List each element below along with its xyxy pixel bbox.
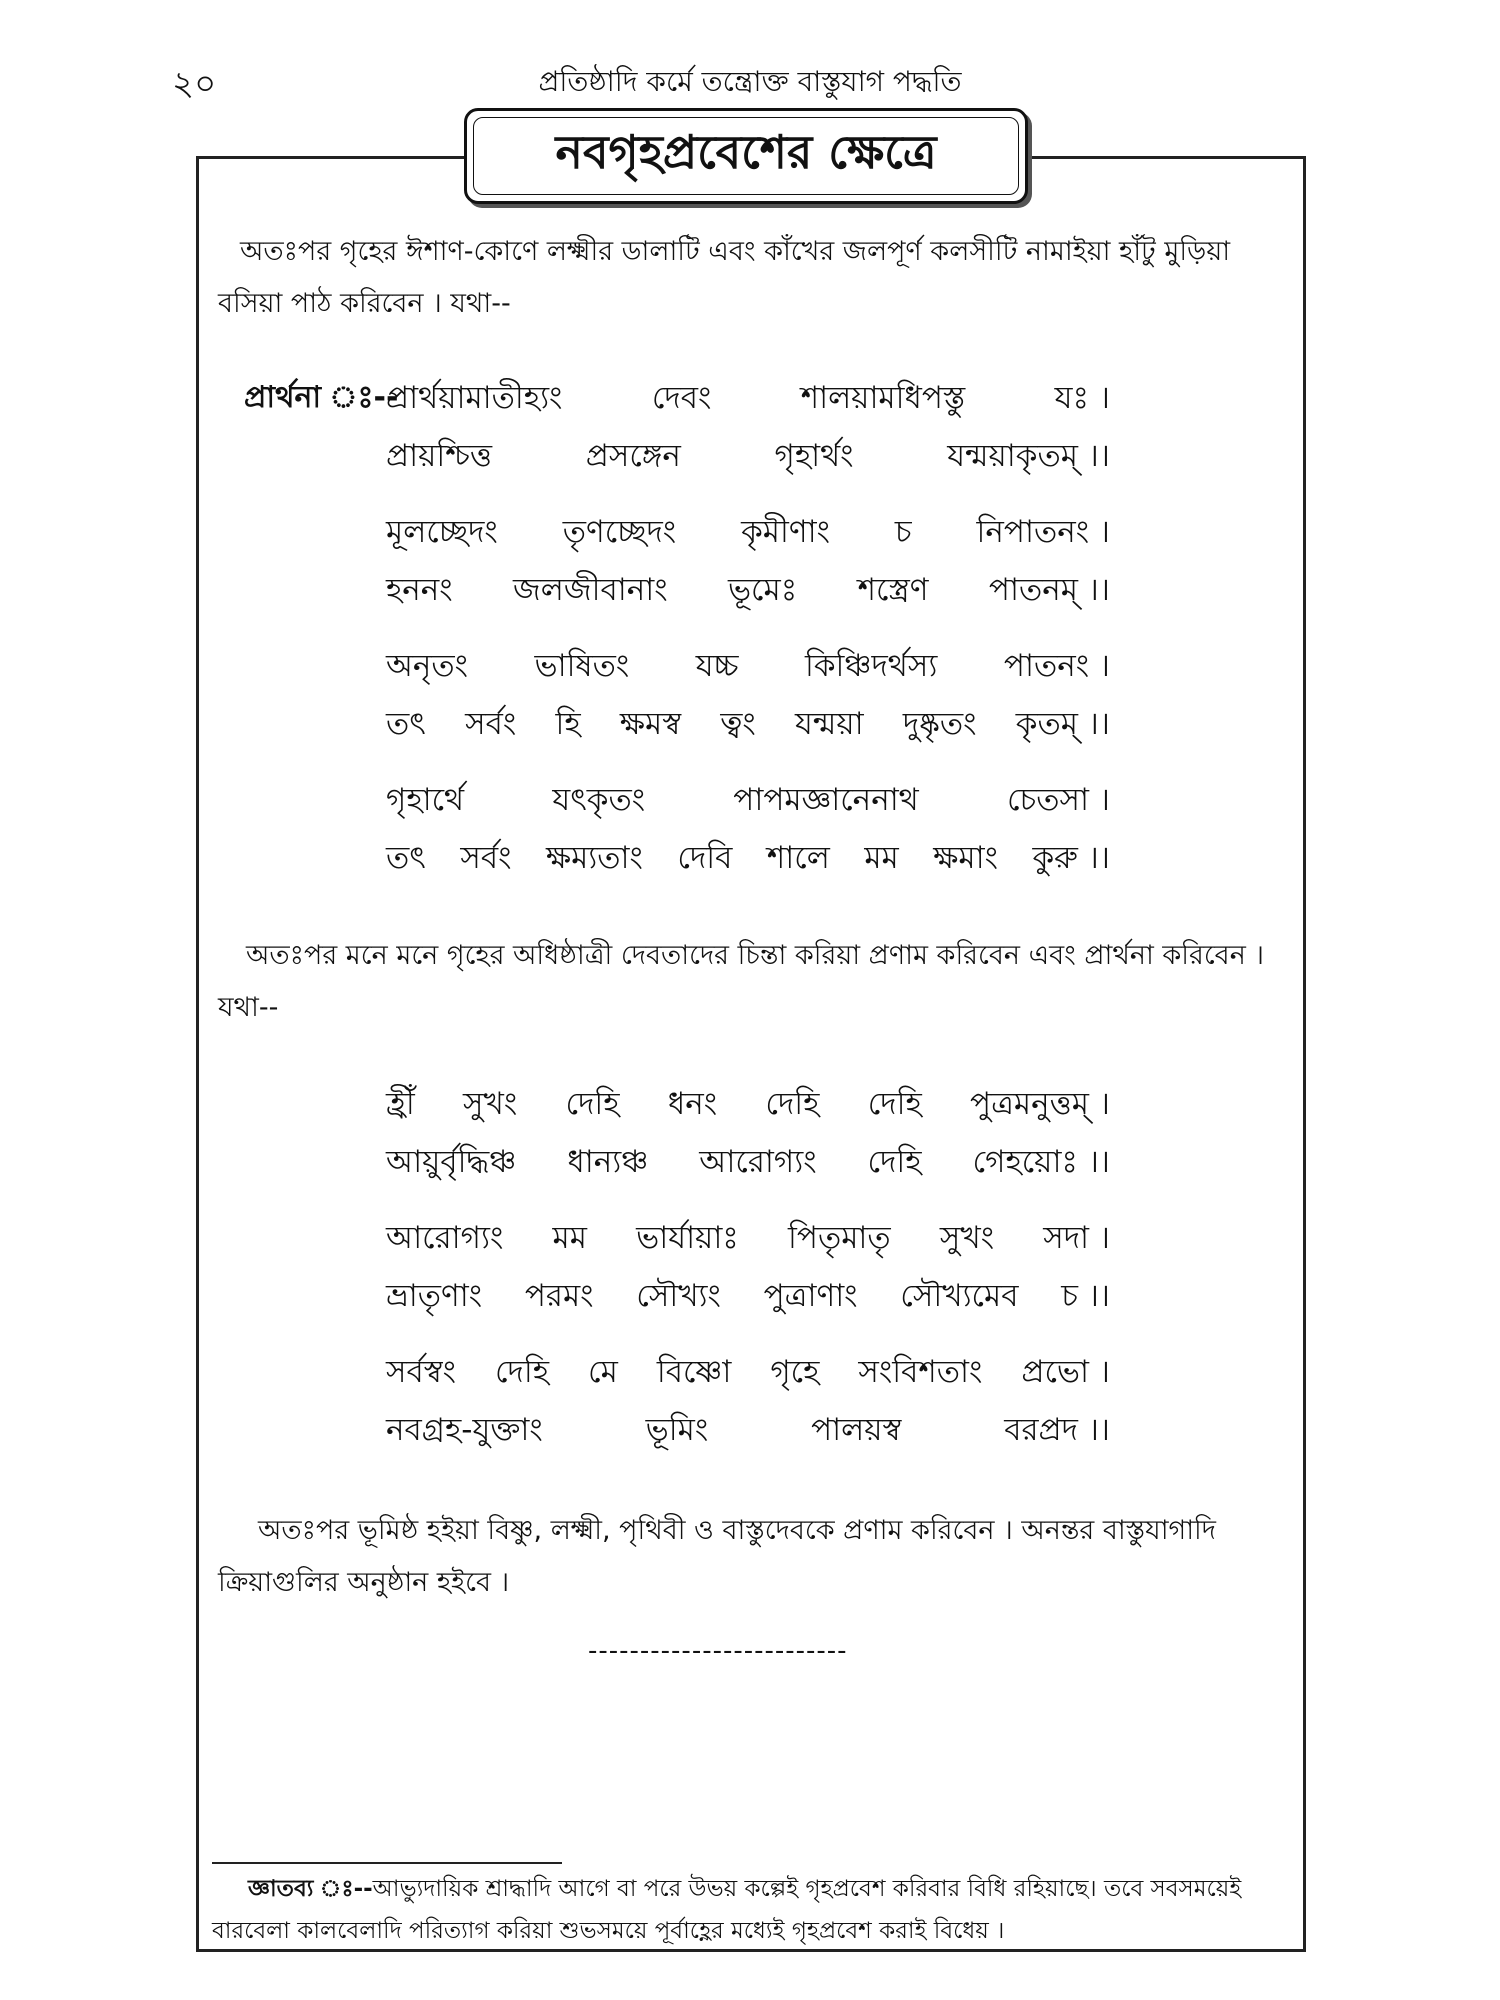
- verse2-word: দেহি: [494, 1354, 549, 1390]
- separator-line: -------------------------: [588, 1636, 848, 1666]
- verse1-word: ভূমেঃ: [727, 572, 798, 608]
- page-frame: [196, 156, 1306, 1952]
- verse1-word: যন্ময়া: [795, 706, 864, 742]
- verse1-word: প্রসঙ্গেন: [585, 438, 681, 474]
- second-paragraph: অতঃপর মনে মনে গৃহের অধিষ্ঠাত্রী দেবতাদের চিন্তা করিয়া প্রণাম করিবেন এবং প্রার্থনা করিবেন । যথা--: [218, 940, 1265, 1023]
- verse1-word: কুরু ।।: [1032, 840, 1110, 876]
- verse1-word: পাতনং ।: [1003, 648, 1110, 684]
- verse1-word: জলজীবানাং: [513, 572, 668, 608]
- verse1-word: শালে: [766, 840, 830, 876]
- verse2-word: প্রভো ।: [1021, 1354, 1110, 1390]
- verse2-line: [386, 1136, 1110, 1188]
- verse1-word: মম: [864, 840, 899, 876]
- verse1-word: যন্ময়াকৃতম্ ।।: [947, 438, 1110, 474]
- verse2-word: দেহি: [867, 1086, 922, 1122]
- verse1-line: [386, 430, 1110, 482]
- verse1-word: হি: [555, 706, 581, 742]
- verse1-word: পাতনম্ ।।: [988, 572, 1110, 608]
- verse2-word: সুখং: [463, 1086, 518, 1122]
- verse1-word: হননং: [386, 572, 453, 608]
- verse2-word: নবগ্রহ-যুক্তাং: [386, 1412, 543, 1448]
- verse1-word: চ: [894, 514, 912, 550]
- verse1-word: কৃমীণাং: [741, 514, 830, 550]
- verse1-line: [386, 564, 1110, 616]
- verse1-word: ভাষিতং: [534, 648, 630, 684]
- verse2-word: মে: [588, 1354, 618, 1390]
- verse1-word: গৃহার্থে: [386, 782, 465, 818]
- verse2-word: চ ।।: [1061, 1278, 1110, 1314]
- verse1-word: যচ্চ: [695, 648, 739, 684]
- verse1-word: ক্ষম্যতাং: [545, 840, 643, 876]
- verse2-word: দেহি: [765, 1086, 820, 1122]
- verse1-word: প্রায়শ্চিত্ত: [386, 438, 493, 474]
- verse2-word: ধনং: [667, 1086, 718, 1122]
- verse1-word: শস্ত্রেণ: [857, 572, 929, 608]
- verse1-word: দেবি: [677, 840, 733, 876]
- section-title: নবগৃহপ্রবেশের ক্ষেত্রে: [555, 125, 937, 179]
- verse1-line: [386, 506, 1110, 558]
- verse2-line: [386, 1404, 1110, 1456]
- verse1-word: গৃহার্থং: [774, 438, 854, 474]
- verse2-word: আরোগ্যং: [386, 1220, 504, 1256]
- prarthana-label: প্রার্থনা ঃ--: [244, 380, 399, 415]
- verse2-line: [386, 1212, 1110, 1264]
- verse1-word: দেবং: [651, 380, 712, 416]
- verse2-word: সদা ।: [1043, 1220, 1110, 1256]
- verse2-word: গৃহে: [770, 1354, 820, 1390]
- verse2-word: পুত্রমনুত্তম্ ।: [970, 1086, 1110, 1122]
- verse1-line: [386, 774, 1110, 826]
- verse2-word: সর্বস্বং: [386, 1354, 456, 1390]
- verse2-word: দেহি: [565, 1086, 620, 1122]
- verse2-word: ভার্যায়াঃ: [636, 1220, 739, 1256]
- verse2-line: [386, 1078, 1110, 1130]
- verse1-word: তৎ: [386, 706, 426, 742]
- footnote: [212, 1868, 1292, 1952]
- verse2-word: দেহি: [867, 1144, 922, 1180]
- verse1-word: প্রার্থয়ামাতীহ্যং: [386, 380, 563, 416]
- verse2-word: পালয়স্ব: [811, 1412, 902, 1448]
- verse1-word: যৎকৃতং: [552, 782, 646, 818]
- verse1-word: দুষ্কৃতং: [902, 706, 977, 742]
- intro-paragraph: অতঃপর গৃহের ঈশাণ-কোণে লক্ষ্মীর ডালাটি এবং কাঁখের জলপূর্ণ কলসীটি নামাইয়া হাঁটু মুড়িয়া বসিয়া পাঠ করিবেন । যথা--: [218, 236, 1231, 319]
- verse2-word: আরোগ্যং: [699, 1144, 817, 1180]
- verse2-word: পরমং: [524, 1278, 594, 1314]
- verse2-word: পিতৃমাতৃ: [788, 1220, 891, 1256]
- page-number: ২০: [172, 64, 217, 104]
- verse1-word: অনৃতং: [386, 648, 468, 684]
- closing-paragraph: অতঃপর ভূমিষ্ঠ হইয়া বিষ্ণু, লক্ষ্মী, পৃথিবী ও বাস্তুদেবকে প্রণাম করিবেন । অনন্তর বাস্তুযাগাদি ক্রিয়াগুলির অনুষ্ঠান হইবে ।: [218, 1515, 1216, 1598]
- verse1-word: সর্বং: [460, 840, 512, 876]
- verse2-word: সৌখ্যং: [636, 1278, 721, 1314]
- verse1-word: নিপাতনং ।: [976, 514, 1110, 550]
- verse1-word: শালয়ামধিপস্তু: [800, 380, 966, 416]
- verse1-word: মূলচ্ছেদং: [386, 514, 498, 550]
- verse1-line: [386, 832, 1110, 884]
- verse2-word: সংবিশতাং: [858, 1354, 983, 1390]
- verse2-word: মম: [552, 1220, 587, 1256]
- footnote-rule: [212, 1862, 562, 1864]
- verse2-word: আয়ুর্বৃদ্ধিঞ্চ: [386, 1144, 517, 1180]
- verse1-word: তৎ: [386, 840, 426, 876]
- verse1-word: যঃ ।: [1054, 380, 1110, 416]
- title-box: [464, 108, 1028, 204]
- verse1-word: তৃণচ্ছেদং: [562, 514, 677, 550]
- verse2-word: গেহয়োঃ ।।: [972, 1144, 1110, 1180]
- verse1-word: পাপমজ্ঞানেনাথ: [733, 782, 919, 818]
- verse2-word: সৌখ্যমেব: [900, 1278, 1019, 1314]
- verse2-line: [386, 1346, 1110, 1398]
- verse2-word: বরপ্রদ ।।: [1004, 1412, 1110, 1448]
- verse1-word: চেতসা ।: [1006, 782, 1110, 818]
- running-head: প্রতিষ্ঠাদি কর্মে তন্ত্রোক্ত বাস্তুযাগ পদ্ধতি: [538, 65, 962, 98]
- verse2-word: হ্রীঁ: [386, 1086, 415, 1122]
- verse1-word: কিঞ্চিদর্থস্য: [805, 648, 938, 684]
- verse2-word: বিষ্ণো: [656, 1354, 732, 1390]
- verse1-line: [386, 372, 1110, 424]
- verse2-word: ভূমিং: [645, 1412, 709, 1448]
- verse1-word: ক্ষমস্ব: [619, 706, 682, 742]
- footnote-text: আভ্যুদায়িক শ্রাদ্ধাদি আগে বা পরে উভয় কল্পেই গৃহপ্রবেশ করিবার বিধি রহিয়াছে। তবে সবসময়েই বারবেলা কালবেলাদি পরিত্যাগ করিয়া শুভসময়ে পূর্বাহ্ণের মধ্যেই গৃহপ্রবেশ করাই বিধেয় ।: [212, 1876, 1242, 1944]
- verse1-line: [386, 640, 1110, 692]
- verse2-line: [386, 1270, 1110, 1322]
- verse1-line: [386, 698, 1110, 750]
- verse1-word: ত্বং: [720, 706, 756, 742]
- verse1-word: ক্ষমাং: [933, 840, 998, 876]
- verse1-word: কৃতম্ ।।: [1015, 706, 1110, 742]
- footnote-label: জ্ঞাতব্য ঃ--: [248, 1876, 373, 1902]
- verse2-word: সুখং: [939, 1220, 995, 1256]
- verse1-word: সর্বং: [465, 706, 517, 742]
- verse2-word: ভ্রাতৃণাং: [386, 1278, 483, 1314]
- verse2-word: পুত্রাণাং: [763, 1278, 858, 1314]
- verse2-word: ধান্যঞ্চ: [567, 1144, 649, 1180]
